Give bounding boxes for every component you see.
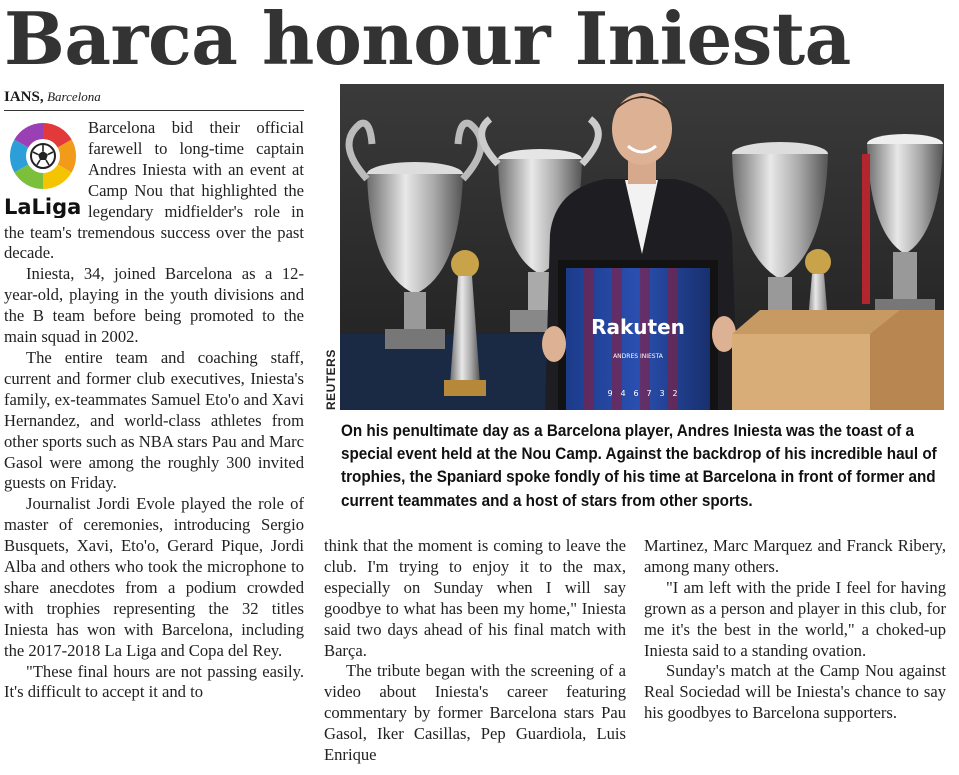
article-column-3: [644, 536, 946, 775]
headline: Barca honour Iniesta: [4, 0, 851, 81]
byline: [4, 86, 304, 111]
board-number: 9: [607, 389, 613, 398]
article-column-1: [4, 118, 304, 773]
board-number: 2: [672, 389, 678, 398]
board-number: 7: [646, 389, 652, 398]
paragraph: "These final hours are not passing easily. It's difficult to accept it and to: [4, 661, 304, 702]
paragraph: Martinez, Marc Marquez and Franck Ribery, among many others.: [644, 536, 946, 576]
photo-credit-source: REUTERS: [324, 349, 338, 410]
article-column-2: [324, 536, 626, 775]
framed-jersey: [542, 260, 736, 410]
paragraph: Iniesta, 34, joined Barcelona as a 12-year-old, playing in the youth divisions and the B team before being promoted to the main squad in 2002.: [4, 264, 304, 347]
paragraph: think that the moment is coming to leave the club. I'm trying to enjoy it to the max, especially on Sunday when I will say goodbye to what has been my home," Iniesta said two days ahead of his final match with Barça.: [324, 536, 626, 660]
jersey-brand: Rakuten: [591, 315, 685, 339]
board-number: 3: [659, 389, 665, 398]
paragraph: Journalist Jordi Evole played the role of master of ceremonies, introducing Sergio Busquets, Xavi, Eto'o, Gerard Pique, Jordi Alba and others who took the microphone to share anecdotes from a podium crowded with trophies representing the 32 titles Iniesta has won with Barcelona, including the 2017-2018 La Liga and Copa del Rey.: [4, 494, 304, 660]
news-photo: [340, 84, 944, 410]
wooden-podium: [732, 310, 944, 410]
photo-caption: On his penultimate day as a Barcelona player, Andres Iniesta was the toast of a special event held at the Nou Camp. Against the backdrop of his incredible haul of trophies, the Spaniard spoke fondly of his time at Barcelona in front of former and current teammates and a host of stars from other sports.: [341, 422, 937, 510]
paragraph: "I am left with the pride I feel for having grown as a person and player in this club, for me it's the best in the world," a choked-up Iniesta said to a standing ovation.: [644, 577, 946, 660]
jersey-title: ANDRES INIESTA: [613, 353, 663, 360]
byline-place: Barcelona: [47, 89, 101, 104]
paragraph: Sunday's match at the Camp Nou against Real Sociedad will be Iniesta's chance to say his goodbyes to Barcelona supporters.: [644, 661, 946, 723]
photo-illustration: [340, 84, 944, 410]
board-number: 4: [620, 389, 626, 398]
laliga-ball-logo-icon: [4, 120, 82, 218]
board-number: 6: [633, 389, 639, 398]
paragraph: The tribute began with the screening of a video about Iniesta's career featuring commentary by former Barcelona stars Pau Gasol, Iker Casillas, Pep Guardiola, Luis Enrique: [324, 661, 626, 765]
paragraph: The entire team and coaching staff, current and former club executives, Iniesta's family, ex-teammates Samuel Eto'o and Xavi Hernandez, and world-class athletes from other sports such as NBA stars Pau and Marc Gasol were among the roughly 300 invited guests on Friday.: [4, 347, 304, 493]
byline-agency: IANS,: [4, 89, 44, 105]
photo-credit: [322, 300, 340, 410]
logo-text: LaLiga: [4, 195, 82, 218]
paragraph: Barcelona bid their official farewell to long-time captain Andres Iniesta with an event at Camp Nou that highlighted the legendary midfielder's role in the team's tremendous success over the past decade.: [4, 118, 304, 263]
